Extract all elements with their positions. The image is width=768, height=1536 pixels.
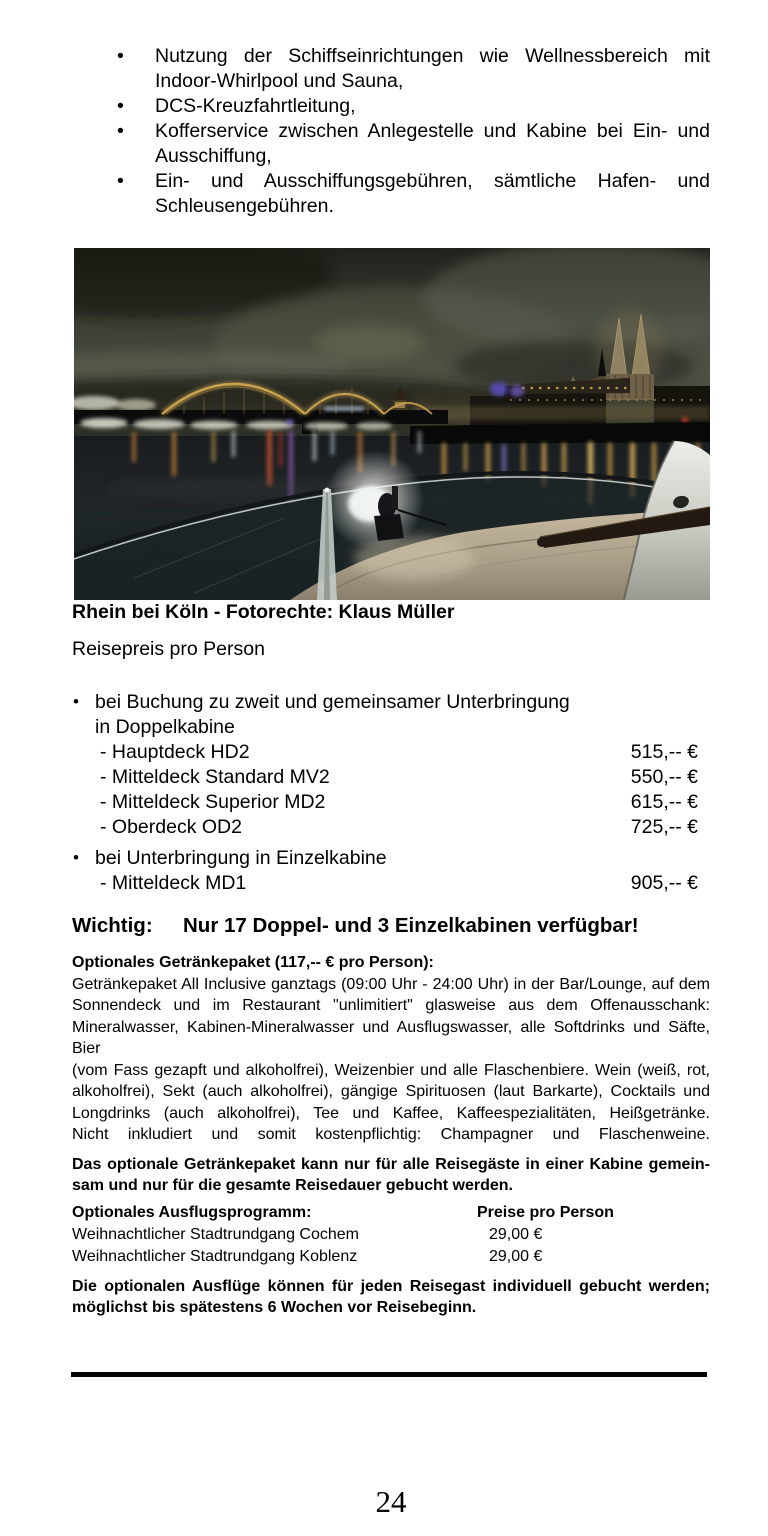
excursions-header bbox=[72, 1202, 710, 1224]
cabin-label: - Mitteldeck MD1 bbox=[100, 872, 247, 894]
beverage-text-line: Getränkepaket All Inclusive ganztags (09:00 Uhr - 24:00 Uhr) in der Bar/Lounge, auf dem bbox=[72, 975, 710, 993]
beverage-note-line: sam und nur für die gesamte Reisedauer gebucht werden. bbox=[72, 1176, 513, 1194]
excursions-note-line: Die optionalen Ausflüge können für jeden Reisegast individuell gebucht werden; bbox=[72, 1277, 710, 1295]
inclusions-list bbox=[115, 44, 710, 219]
list-item bbox=[115, 119, 710, 169]
price-row bbox=[100, 765, 710, 790]
excursions-note-line: möglichst bis spätestens 6 Wochen vor Reisebeginn. bbox=[72, 1298, 477, 1316]
price-group-single bbox=[72, 846, 710, 871]
cabin-label: - Hauptdeck HD2 bbox=[100, 741, 250, 763]
beverage-text-line: Nicht inkludiert und somit kostenpflichtig: Champagner und Flaschenweine. bbox=[72, 1126, 710, 1143]
excursion-row bbox=[72, 1224, 710, 1246]
price-row bbox=[100, 871, 710, 896]
price-row bbox=[100, 790, 710, 815]
cabin-price: 615,-- € bbox=[630, 791, 698, 813]
price-row bbox=[100, 740, 710, 765]
list-item-text: Nutzung der Schiffseinrichtungen wie Wellnessbereich mit Indoor-Whirlpool und Sauna, bbox=[155, 45, 710, 92]
beverage-note-line: Das optionale Getränkepaket kann nur für alle Reisegäste in einer Kabine gemein- bbox=[72, 1155, 710, 1173]
bullet-marker: • bbox=[117, 45, 124, 67]
important-note bbox=[72, 912, 710, 940]
list-item bbox=[115, 169, 710, 219]
cabin-price: 515,-- € bbox=[630, 741, 698, 763]
excursion-price: 29,00 € bbox=[489, 1225, 543, 1243]
excursion-price: 29,00 € bbox=[489, 1247, 543, 1265]
important-text: Nur 17 Doppel- und 3 Einzelkabinen verfügbar! bbox=[183, 914, 639, 937]
photo-caption: Rhein bei Köln - Fotorechte: Klaus Müller bbox=[72, 601, 455, 623]
beverage-text-line: (vom Fass gezapft und alkoholfrei), Weizenbier und alle Flaschenbiere. Wein (weiß, rot, bbox=[72, 1061, 710, 1079]
excursions-price-heading: Preise pro Person bbox=[477, 1203, 614, 1221]
list-item-text: Ein- und Ausschiffungsgebühren, sämtliche Hafen- und Schleusengebühren. bbox=[155, 170, 710, 217]
excursion-row bbox=[72, 1246, 710, 1268]
cabin-label: - Mitteldeck Superior MD2 bbox=[100, 791, 326, 813]
cabin-price: 905,-- € bbox=[630, 872, 698, 894]
price-group-double bbox=[72, 690, 710, 715]
beverage-package-section bbox=[72, 952, 710, 1196]
beverage-text-line: Longdrinks (auch alkoholfrei), Tee und Kaffee, Kaffeespezialitäten, Heißgetränke. bbox=[72, 1104, 710, 1122]
excursions-note bbox=[72, 1276, 710, 1318]
price-list-heading: Reisepreis pro Person bbox=[72, 638, 265, 660]
list-item bbox=[115, 44, 710, 94]
bullet-marker: • bbox=[73, 848, 79, 867]
excursions-heading: Optionales Ausflugsprogramm: bbox=[72, 1203, 312, 1221]
list-item-text: Kofferservice zwischen Anlegestelle und Kabine bei Ein- und Ausschiffung, bbox=[155, 120, 710, 167]
divider-rule bbox=[71, 1372, 707, 1377]
price-row bbox=[100, 815, 710, 840]
excursions-section bbox=[72, 1202, 710, 1318]
excursion-label: Weihnachtlicher Stadtrundgang Koblenz bbox=[72, 1247, 358, 1265]
beverage-text-line: Sonnendeck und im Restaurant "unlimitiert" glasweise aus dem Offenausschank: bbox=[72, 997, 710, 1014]
price-group-label: bei Unterbringung in Einzelkabine bbox=[95, 847, 387, 869]
price-group-label: bei Buchung zu zweit und gemeinsamer Unterbringung bbox=[95, 691, 570, 713]
beverage-heading: Optionales Getränkepaket (117,-- € pro Person): bbox=[72, 954, 434, 971]
excursion-label: Weihnachtlicher Stadtrundgang Cochem bbox=[72, 1225, 359, 1243]
beverage-text-line: Mineralwasser, Kabinen-Mineralwasser und Ausflugswasser, alle Softdrinks und Säfte, Bier bbox=[72, 1018, 710, 1057]
cabin-label: - Mitteldeck Standard MV2 bbox=[100, 766, 330, 788]
bullet-marker: • bbox=[73, 692, 79, 711]
bullet-marker: • bbox=[117, 120, 124, 142]
pricing-section bbox=[72, 690, 710, 896]
beverage-text-line: alkoholfrei), Sekt (auch alkoholfrei), gängige Spirituosen (laut Barkarte), Cocktails und bbox=[72, 1083, 710, 1100]
list-item bbox=[115, 94, 710, 119]
important-label: Wichtig: bbox=[72, 914, 153, 937]
cabin-label: - Oberdeck OD2 bbox=[100, 816, 242, 838]
rhine-night-photo bbox=[74, 248, 710, 600]
cabin-price: 725,-- € bbox=[630, 816, 698, 838]
page-number: 24 bbox=[375, 1483, 407, 1519]
cabin-price: 550,-- € bbox=[630, 766, 698, 788]
bullet-marker: • bbox=[117, 95, 124, 117]
price-group-label-line2: in Doppelkabine bbox=[95, 716, 235, 738]
bullet-marker: • bbox=[117, 170, 124, 192]
beverage-note bbox=[72, 1154, 710, 1196]
list-item-text: DCS-Kreuzfahrtleitung, bbox=[155, 95, 356, 117]
rhine-night-photo-art bbox=[74, 248, 710, 600]
